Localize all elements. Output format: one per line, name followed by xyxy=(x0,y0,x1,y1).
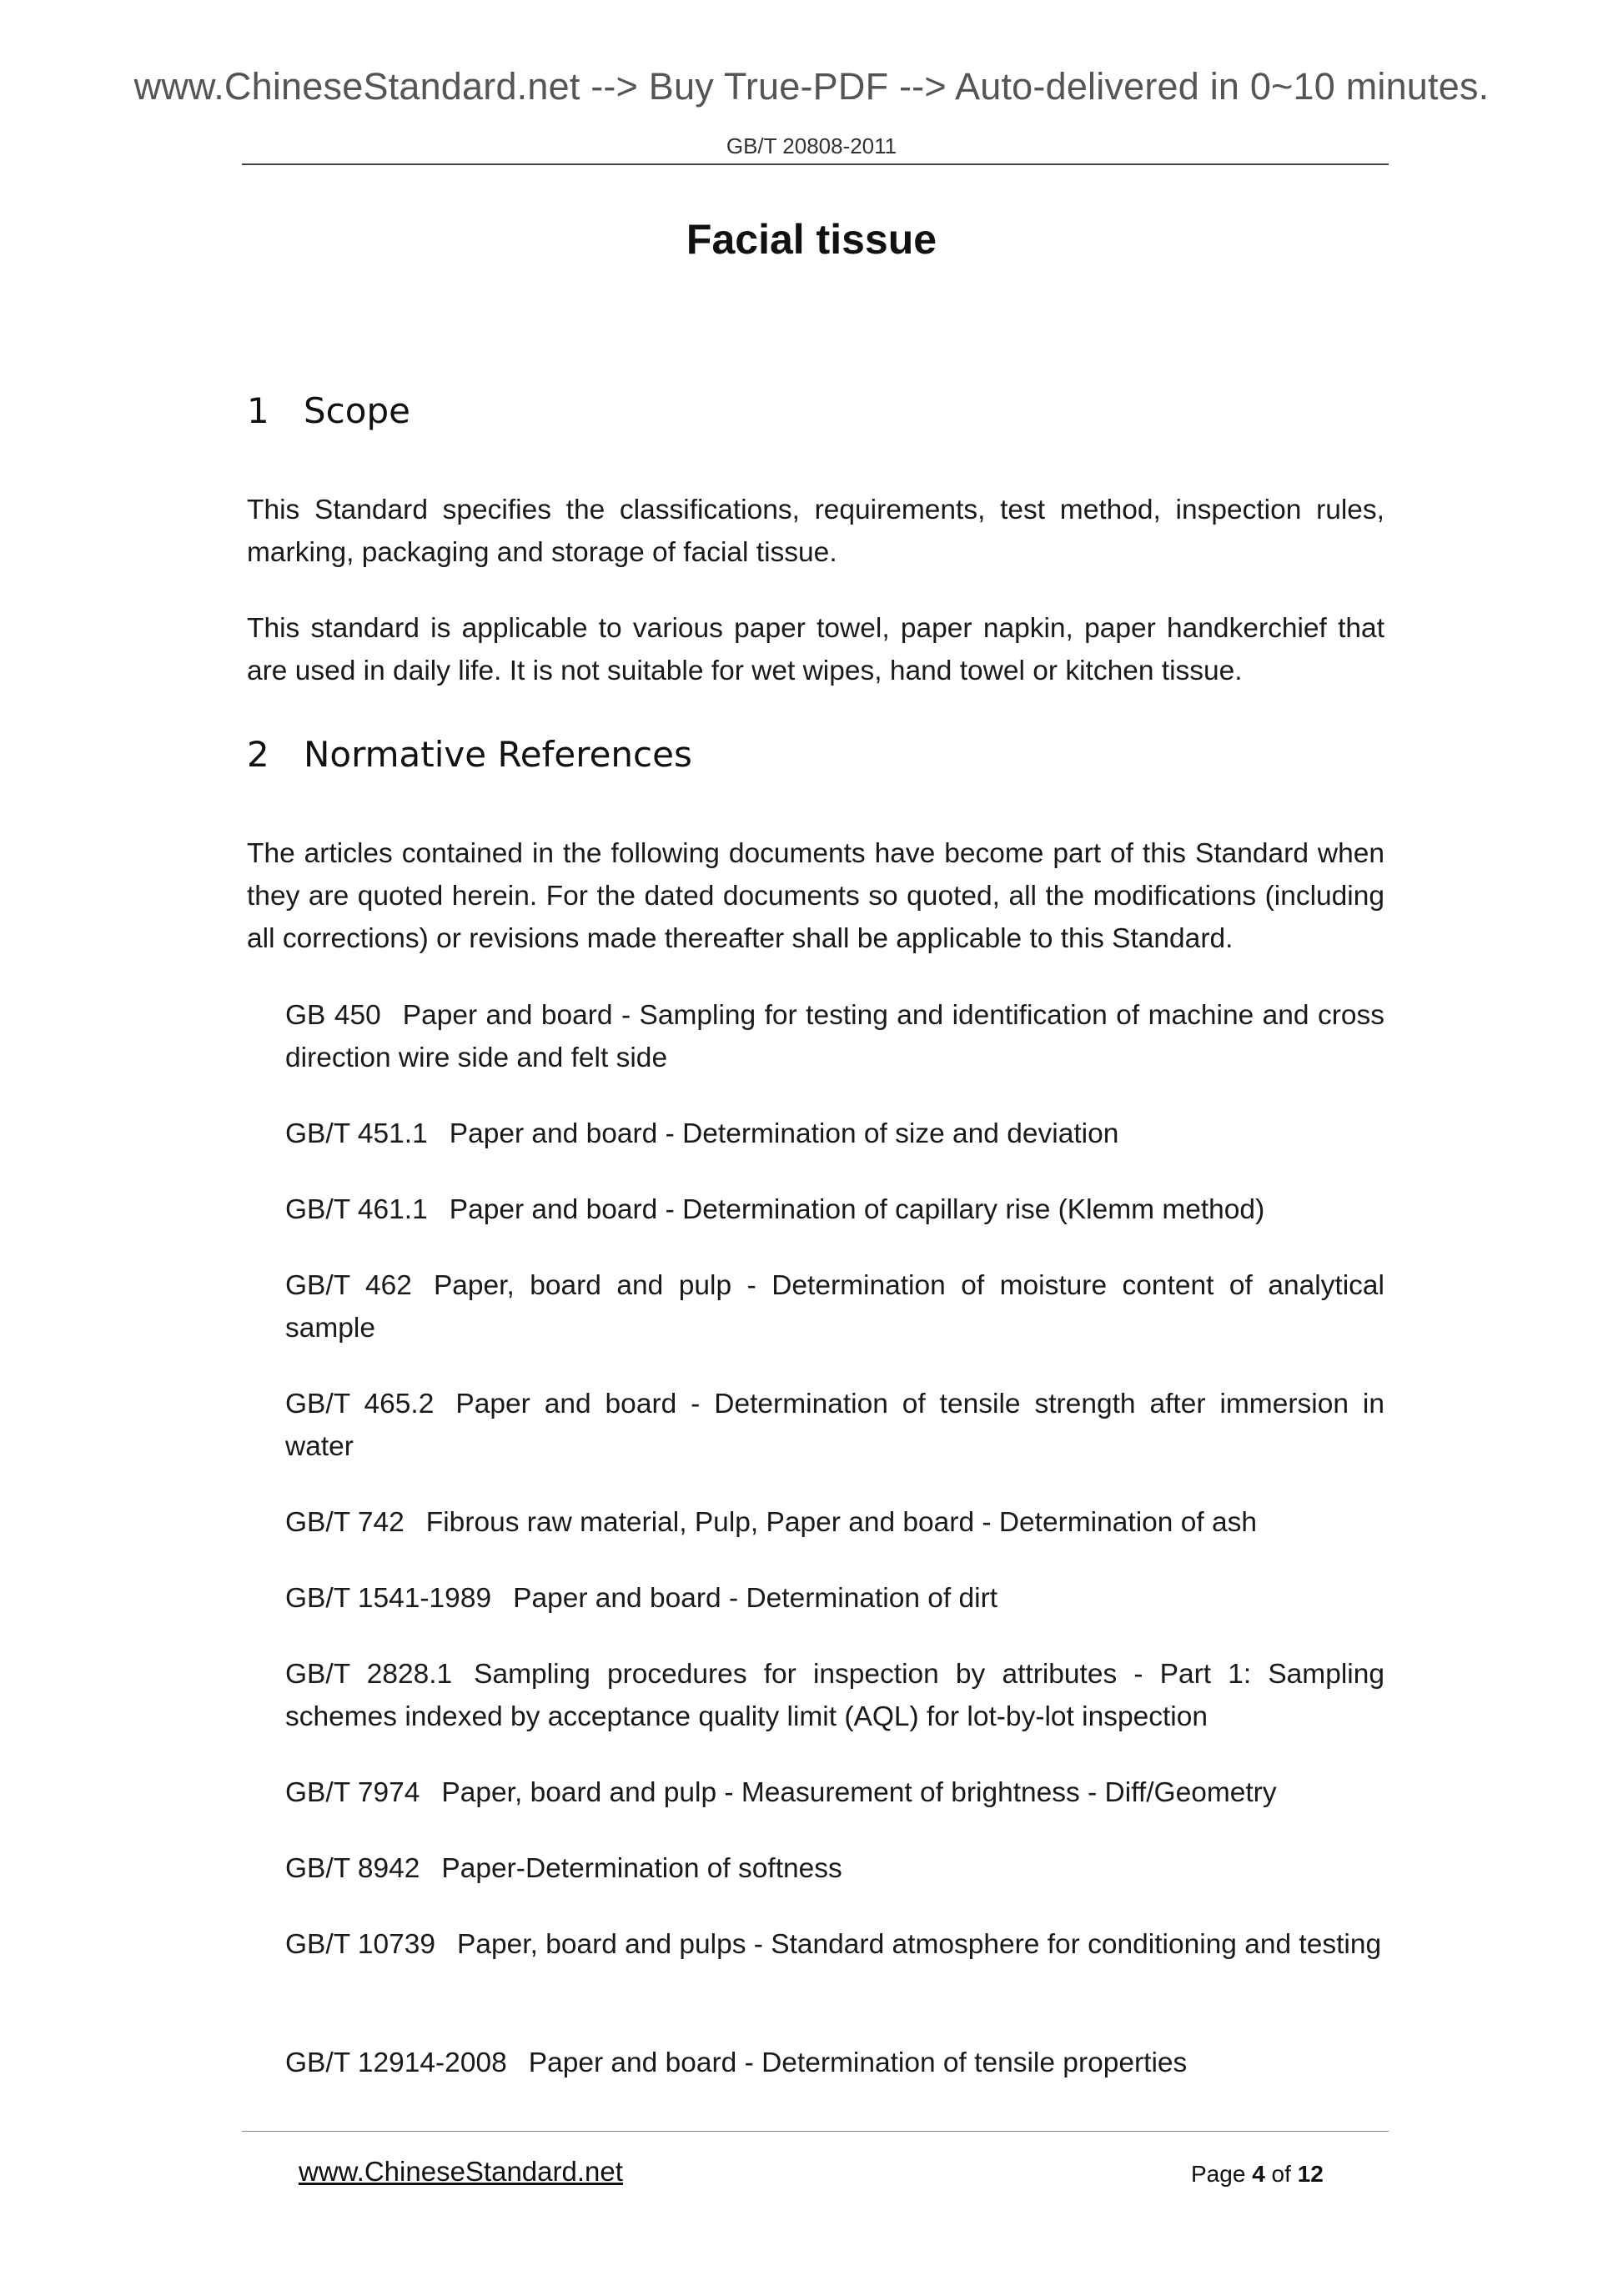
reference-code: GB/T 1541-1989 xyxy=(285,1583,492,1614)
reference-item xyxy=(285,1653,1384,1738)
reference-title: Paper, board and pulps - Standard atmosphere for conditioning and testing xyxy=(457,1929,1382,1960)
section-title: Normative References xyxy=(304,734,692,775)
reference-code: GB/T 8942 xyxy=(285,1853,420,1884)
page-label: Page xyxy=(1191,2161,1246,2187)
reference-title: Paper and board - Determination of capillary rise (Klemm method) xyxy=(449,1194,1265,1225)
reference-title: Paper and board - Determination of tensile strength after immersion in water xyxy=(285,1389,1384,1462)
reference-item xyxy=(285,994,1384,1079)
reference-code: GB/T 2828.1 xyxy=(285,1659,453,1690)
section-heading-normative-references xyxy=(247,734,692,775)
reference-code: GB 450 xyxy=(285,1000,381,1031)
references-intro-paragraph: The articles contained in the following documents have become part of this Standard when they are quoted herein. For the dated documents so quoted, all the modifications (including all corrections) or revisions made thereafter shall be applicable to this Standard. xyxy=(247,838,1384,954)
reference-title: Fibrous raw material, Pulp, Paper and board - Determination of ash xyxy=(425,1507,1257,1538)
reference-code: GB/T 462 xyxy=(285,1270,412,1301)
reference-title: Paper and board - Determination of tensile properties xyxy=(528,2047,1188,2078)
page-of: of xyxy=(1271,2161,1291,2187)
reference-item xyxy=(285,1923,1384,1966)
scope-paragraph-2: This standard is applicable to various paper towel, paper napkin, paper handkerchief that are used in daily life. It is not suitable for wet wipes, hand towel or kitchen tissue. xyxy=(247,613,1384,686)
reference-title: Sampling procedures for inspection by attributes - Part 1: Sampling schemes indexed by acceptance quality limit (AQL) for lot-by-lot inspection xyxy=(285,1659,1384,1732)
reference-code: GB/T 461.1 xyxy=(285,1194,428,1225)
reference-title: Paper and board - Determination of dirt xyxy=(513,1583,998,1614)
reference-item xyxy=(285,1501,1384,1544)
reference-code: GB/T 12914-2008 xyxy=(285,2047,507,2078)
section-number: 1 xyxy=(247,390,269,431)
page-total: 12 xyxy=(1297,2161,1324,2187)
footer-divider xyxy=(242,2131,1389,2132)
reference-title: Paper, board and pulp - Measurement of brightness - Diff/Geometry xyxy=(441,1777,1277,1808)
reference-item xyxy=(285,1113,1384,1155)
reference-code: GB/T 465.2 xyxy=(285,1389,435,1419)
reference-code: GB/T 10739 xyxy=(285,1929,436,1960)
reference-item xyxy=(285,1383,1384,1468)
scope-paragraph-1: This Standard specifies the classifications, requirements, test method, inspection rules, marking, packaging and storage of facial tissue. xyxy=(247,495,1384,568)
reference-title: Paper and board - Sampling for testing and identification of machine and cross direction wire side and felt side xyxy=(285,1000,1384,1073)
reference-title: Paper, board and pulp - Determination of moisture content of analytical sample xyxy=(285,1270,1384,1344)
section-heading-scope xyxy=(247,390,410,431)
reference-code: GB/T 742 xyxy=(285,1507,404,1538)
reference-item xyxy=(285,2042,1384,2084)
page-current: 4 xyxy=(1252,2161,1265,2187)
footer-website-link[interactable]: www.ChineseStandard.net xyxy=(299,2156,623,2187)
reference-title: Paper-Determination of softness xyxy=(441,1853,842,1884)
reference-code: GB/T 7974 xyxy=(285,1777,420,1808)
reference-title: Paper and board - Determination of size and deviation xyxy=(449,1118,1119,1149)
standard-code-header: GB/T 20808-2011 xyxy=(726,133,897,158)
document-title: Facial tissue xyxy=(686,216,937,263)
page-number xyxy=(1191,2161,1324,2188)
reference-code: GB/T 451.1 xyxy=(285,1118,428,1149)
reference-item xyxy=(285,1188,1384,1231)
reference-item xyxy=(285,1264,1384,1349)
reference-item xyxy=(285,1771,1384,1814)
reference-item xyxy=(285,1577,1384,1620)
header-divider xyxy=(242,163,1389,165)
reference-item xyxy=(285,1847,1384,1890)
section-title: Scope xyxy=(304,390,410,431)
top-banner: www.ChineseStandard.net --> Buy True-PDF --> Auto-delivered in 0~10 minutes. xyxy=(133,65,1490,108)
section-number: 2 xyxy=(247,734,269,775)
